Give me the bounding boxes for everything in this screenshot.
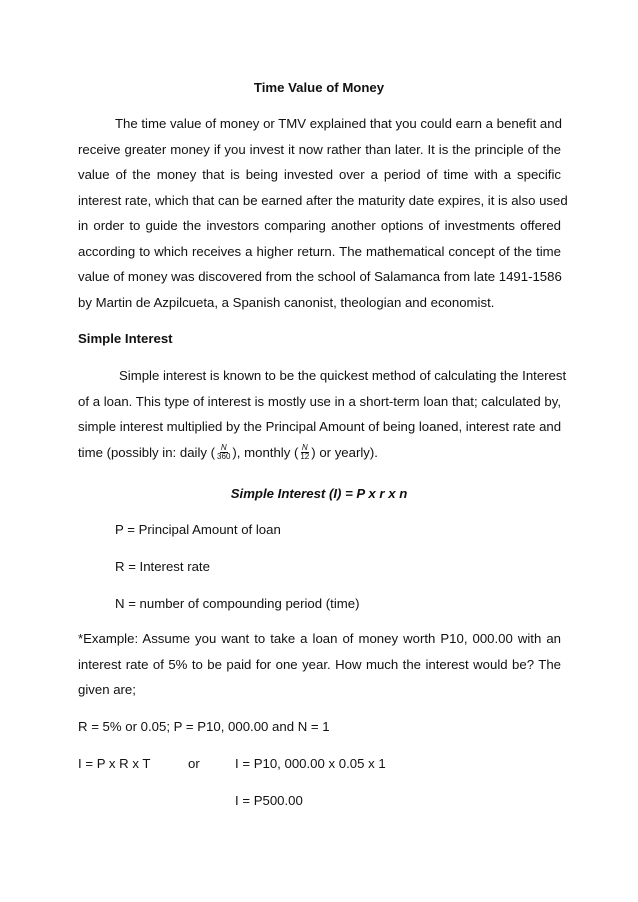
fraction-numerator: N xyxy=(220,442,227,452)
daily-fraction xyxy=(216,444,231,461)
fraction-denominator: 360 xyxy=(217,451,231,461)
paragraph-line: value of money was discovered from the school of Salamanca from late 1491-1586 xyxy=(78,269,562,284)
example-or-label: or xyxy=(188,756,200,771)
paragraph-line: Simple interest is known to be the quickest method of calculating the Interest xyxy=(119,368,567,383)
paragraph-line: according to which receives a higher return. The mathematical concept of the time xyxy=(78,243,561,259)
paragraph-line: interest rate, which that can be earned after the maturity date expires, it is also used xyxy=(78,192,568,208)
page-title: Time Value of Money xyxy=(253,80,385,95)
fraction-denominator: 12 xyxy=(300,451,310,461)
example-result: I = P500.00 xyxy=(235,793,303,808)
paragraph-line: of a loan. This type of interest is mostly use in a short-term loan that; calculated by, xyxy=(78,393,561,409)
time-period-line xyxy=(78,440,561,470)
definition-rate: R = Interest rate xyxy=(115,559,210,574)
time-line-prefix: time (possibly in: daily ( xyxy=(78,444,216,460)
paragraph-line: simple interest multiplied by the Principal Amount of being loaned, interest rate and xyxy=(78,419,562,434)
paragraph-line: in order to guide the investors comparing another options of investments offered xyxy=(78,218,561,233)
definition-period: N = number of compounding period (time) xyxy=(115,596,360,611)
paragraph-line: by Martin de Azpilcueta, a Spanish canonist, theologian and economist. xyxy=(78,294,495,310)
paragraph-line: receive greater money if you invest it now rather than later. It is the principle of the xyxy=(78,141,561,157)
simple-interest-paragraph xyxy=(78,363,567,470)
intro-paragraph xyxy=(78,111,568,315)
example-formula-right: I = P10, 000.00 x 0.05 x 1 xyxy=(235,756,386,771)
example-formula-left: I = P x R x T xyxy=(78,756,151,771)
paragraph-line: interest rate of 5% to be paid for one year. How much the interest would be? The xyxy=(78,656,561,672)
fraction-numerator: N xyxy=(301,442,308,452)
paragraph-line: *Example: Assume you want to take a loan of money worth P10, 000.00 with an xyxy=(78,631,561,646)
example-paragraph xyxy=(78,626,561,703)
section-heading-simple-interest: Simple Interest xyxy=(78,331,173,346)
definition-principal: P = Principal Amount of loan xyxy=(115,522,281,537)
time-line-suffix: ) or yearly). xyxy=(311,444,378,460)
time-line-middle: ), monthly ( xyxy=(232,444,299,460)
paragraph-line: The time value of money or TMV explained that you could earn a benefit and xyxy=(115,116,562,131)
paragraph-line: value of the money that is being invested over a period of time with a specific xyxy=(78,167,561,182)
example-given-values: R = 5% or 0.05; P = P10, 000.00 and N = 1 xyxy=(78,719,330,734)
monthly-fraction xyxy=(299,444,310,461)
simple-interest-formula: Simple Interest (I) = P x r x n xyxy=(230,486,408,501)
paragraph-line: given are; xyxy=(78,682,136,697)
